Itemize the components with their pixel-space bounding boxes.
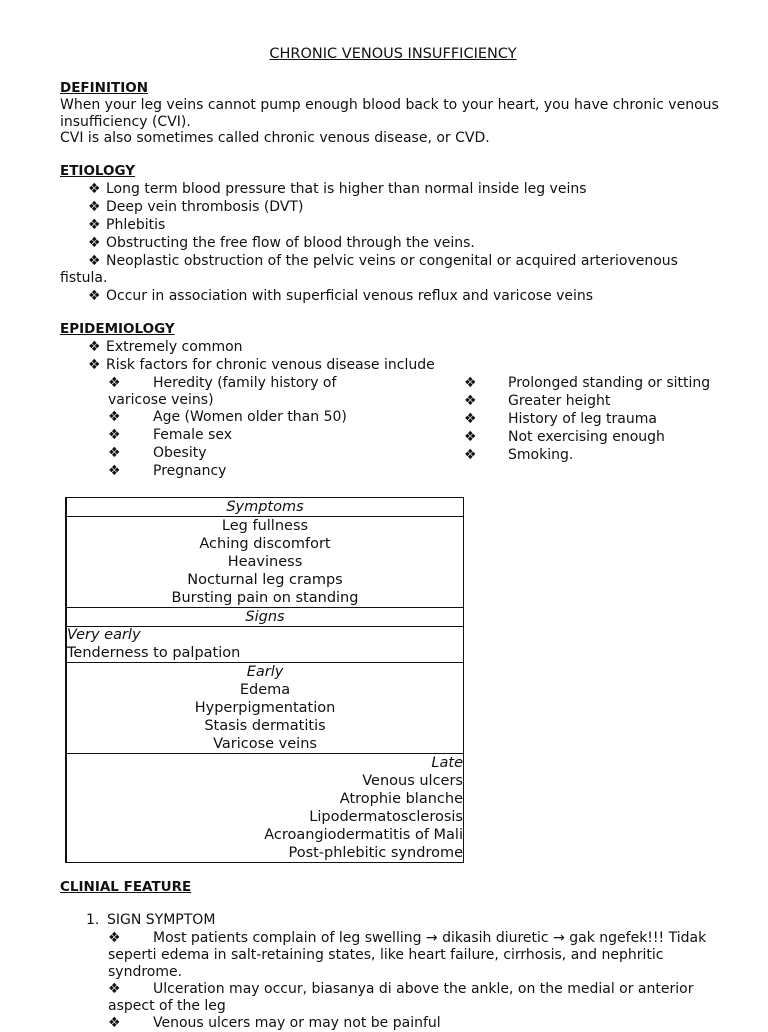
etiology-item: ❖ Obstructing the free flow of blood through the veins.: [88, 235, 475, 251]
early-cell: Stasis dermatitis: [204, 718, 326, 734]
bullet-icon: ❖: [88, 181, 101, 197]
risk-factor-right: ❖ Smoking.: [464, 447, 574, 463]
bullet-icon: ❖: [108, 445, 121, 461]
clinical-sub-item: ❖ Venous ulcers may or may not be painful: [108, 1015, 441, 1031]
symptom-cell: Aching discomfort: [199, 536, 331, 552]
bullet-icon: ❖: [88, 199, 101, 215]
risk-factor-left: ❖ Heredity (family history of varicose veins): [108, 375, 337, 408]
risk-factor-right: ❖ Prolonged standing or sitting: [464, 375, 711, 391]
etiology-heading: ETIOLOGY: [60, 163, 136, 179]
signs-header: Signs: [245, 609, 285, 625]
very-early-header: Very early: [67, 627, 141, 643]
late-cell: Acroangiodermatitis of Mali: [264, 827, 463, 843]
epidemiology-item: ❖ Extremely common: [88, 339, 243, 355]
etiology-item: ❖ Phlebitis: [88, 217, 166, 233]
bullet-icon: ❖: [108, 409, 121, 425]
late-header: Late: [431, 755, 463, 771]
early-header: Early: [246, 664, 284, 680]
epidemiology-heading: EPIDEMIOLOGY: [60, 321, 175, 337]
clinical-numbered-item: 1. SIGN SYMPTOM: [86, 912, 216, 928]
very-early-cell: Tenderness to palpation: [67, 645, 241, 661]
bullet-icon: ❖: [88, 235, 101, 251]
bullet-icon: ❖: [108, 1015, 121, 1031]
symptoms-header: Symptoms: [226, 499, 304, 515]
epidemiology-item: ❖ Risk factors for chronic venous disease include: [88, 357, 435, 373]
risk-factor-right: ❖ Greater height: [464, 393, 611, 409]
clinical-sub-item: ❖ Most patients complain of leg swelling → dikasih diuretic → gak ngefek!!! Tidak seperti edema in salt-retaining states, like heart failure, cirrhosis, and nephritic syndrome.: [108, 930, 707, 980]
etiology-item: ❖ Long term blood pressure that is higher than normal inside leg veins: [88, 181, 587, 197]
bullet-icon: ❖: [88, 357, 101, 373]
symptom-cell: Heaviness: [227, 554, 303, 570]
risk-factor-left: ❖ Obesity: [108, 445, 207, 461]
etiology-item: ❖ Occur in association with superficial venous reflux and varicose veins: [88, 288, 594, 304]
bullet-icon: ❖: [464, 393, 477, 409]
symptom-cell: Bursting pain on standing: [171, 590, 359, 606]
clinical-feature-heading: CLINIAL FEATURE: [60, 879, 192, 895]
early-cell: Hyperpigmentation: [194, 700, 336, 716]
late-cell: Post-phlebitic syndrome: [288, 845, 463, 861]
risk-factor-right: ❖ Not exercising enough: [464, 429, 665, 445]
definition-paragraph-1: When your leg veins cannot pump enough blood back to your heart, you have chronic venous insufficiency (CVI).: [60, 97, 719, 130]
risk-factor-right: ❖ History of leg trauma: [464, 411, 657, 427]
bullet-icon: ❖: [464, 375, 477, 391]
bullet-icon: ❖: [464, 447, 477, 463]
symptoms-signs-table: [65, 497, 464, 863]
symptom-cell: Nocturnal leg cramps: [187, 572, 343, 588]
risk-factor-left: ❖ Age (Women older than 50): [108, 409, 347, 425]
etiology-item: ❖ Deep vein thrombosis (DVT): [88, 199, 304, 215]
bullet-icon: ❖: [108, 375, 121, 391]
late-cell: Venous ulcers: [362, 773, 463, 789]
bullet-icon: ❖: [108, 427, 121, 443]
definition-paragraph-2: CVI is also sometimes called chronic venous disease, or CVD.: [60, 130, 490, 146]
late-cell: Lipodermatosclerosis: [309, 809, 463, 825]
page-title: CHRONIC VENOUS INSUFFICIENCY: [269, 46, 517, 62]
bullet-icon: ❖: [108, 981, 121, 997]
early-cell: Edema: [239, 682, 291, 698]
bullet-icon: ❖: [108, 463, 121, 479]
bullet-icon: ❖: [88, 253, 101, 269]
risk-factor-left: ❖ Female sex: [108, 427, 233, 443]
definition-heading: DEFINITION: [60, 80, 149, 96]
symptom-cell: Leg fullness: [221, 518, 309, 534]
etiology-item: ❖ Neoplastic obstruction of the pelvic veins or congenital or acquired arteriovenous fistula.: [60, 253, 678, 286]
bullet-icon: ❖: [108, 930, 121, 946]
bullet-icon: ❖: [464, 411, 477, 427]
bullet-icon: ❖: [88, 288, 101, 304]
clinical-sub-item: ❖ Ulceration may occur, biasanya di above the ankle, on the medial or anterior aspect of the leg: [108, 981, 694, 1014]
bullet-icon: ❖: [88, 217, 101, 233]
early-cell: Varicose veins: [213, 736, 317, 752]
late-cell: Atrophie blanche: [339, 791, 463, 807]
bullet-icon: ❖: [88, 339, 101, 355]
risk-factor-left: ❖ Pregnancy: [108, 463, 227, 479]
bullet-icon: ❖: [464, 429, 477, 445]
